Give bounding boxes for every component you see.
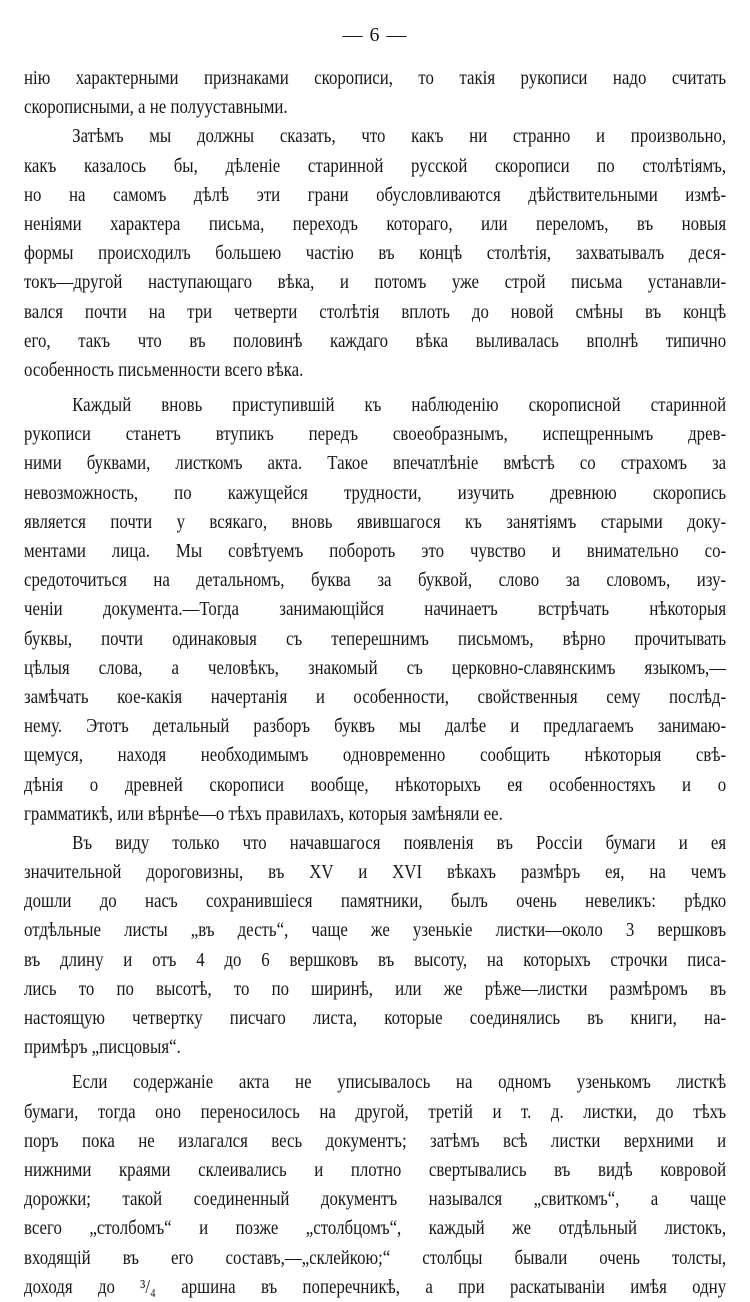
text-line: примѣръ „писцовыя“.	[24, 1037, 181, 1059]
text-line: ними буквами, листкомъ акта. Такое впечатлѣнiе вмѣстѣ со страхомъ за	[24, 453, 727, 475]
text-line: входящiй въ его составъ,—„склейкою;“ столбцы бывали очень толсты,	[24, 1247, 727, 1269]
text-line: бумаги, тогда оно переносилось на другой, третiй и т. д. листки, до тѣхъ	[24, 1101, 727, 1123]
text-line: особенность письменности всего вѣка.	[24, 359, 304, 381]
text-line: средоточиться на детальномъ, буква за буквой, слово за словомъ, изу-	[24, 570, 727, 592]
text-line: лись то по высотѣ, то по ширинѣ, или же рѣже—листки размѣромъ въ	[24, 978, 727, 1000]
page-number: — 6 —	[342, 24, 408, 46]
text-line: дошли до насъ сохранившiеся памятники, былъ очень невеликъ: рѣдко	[24, 891, 727, 913]
text-line: нижними краями склеивались и плотно свертывались въ видѣ ковровой	[24, 1159, 727, 1181]
paragraph-5	[24, 1068, 726, 1302]
text-line: дорожки; такой соединенный документъ назывался „свиткомъ“, а чаще	[24, 1189, 727, 1211]
text-line: Въ виду только что начавшагося появленiя въ Россiи бумаги и ея	[72, 832, 727, 854]
text-line: отдѣльные листы „въ десть“, чаще же узенькiе листки—около 3 вершковъ	[24, 920, 727, 942]
text-line: ченiи документа.—Тогда занимающiйся начинаетъ встрѣчать нѣкоторыя	[24, 599, 727, 621]
text-line: нiю характерными признаками скорописи, то такiя рукописи надо считать	[24, 68, 727, 89]
text-line: значительной дороговизны, въ XV и XVI вѣкахъ размѣръ ея, на чемъ	[24, 862, 727, 884]
text-line: доходя до ³/₄ аршина въ поперечникѣ, а при раскатыванiи имѣя одну	[24, 1276, 727, 1298]
text-line: токъ—другой наступающаго вѣка, и потомъ уже строй письма устанавли-	[24, 272, 727, 294]
text-line: невозможность, по кажущейся трудности, изучить древнюю скоропись	[24, 482, 727, 504]
text-line: цѣлыя слова, а человѣкъ, знакомый съ церковно-славянскимъ языкомъ,—	[24, 657, 727, 679]
text-line: дѣнiя о древней скорописи вообще, нѣкоторыхъ ея особенностяхъ и о	[24, 774, 727, 796]
paragraph-4	[24, 829, 726, 1063]
text-line: но на самомъ дѣлѣ эти грани обусловливаются дѣйствительными измѣ-	[24, 184, 727, 206]
text-line: ненiями характера письма, переходъ котораго, или переломъ, въ новыя	[24, 213, 727, 235]
text-line: ментами лица. Мы совѣтуемъ побороть это чувство и внимательно со-	[24, 541, 727, 562]
paragraph-3	[24, 391, 726, 829]
text-line: рукописи станетъ втупикъ передъ своеобразнымъ, испещреннымъ древ-	[24, 424, 727, 446]
text-line: грамматикѣ, или вѣрнѣе—о тѣхъ правилахъ, которыя замѣняли ее.	[24, 803, 503, 825]
text-line: скорописными, а не полууставными.	[24, 97, 288, 119]
text-line: щемуся, находя необходимымъ одновременно сообщить нѣкоторыя свѣ-	[24, 745, 727, 767]
text-line: буквы, почти одинаковыя съ теперешнимъ письмомъ, вѣрно прочитывать	[24, 628, 727, 650]
body-text	[24, 64, 726, 1302]
text-line: вался почти на три четверти столѣтiя вплоть до новой смѣны въ концѣ	[24, 301, 727, 323]
text-line: настоящую четвертку писчаго листа, которые соединялись въ книги, на-	[24, 1008, 727, 1029]
text-line: всего „столбомъ“ и позже „столбцомъ“, каждый же отдѣльный листокъ,	[24, 1218, 727, 1240]
text-line: формы происходилъ большею частiю въ концѣ столѣтiя, захватывалъ деся-	[24, 243, 727, 265]
text-line: замѣчать кое-какiя начертанiя и особенности, свойственныя сему послѣд-	[24, 686, 727, 708]
text-line: нему. Этотъ детальный разборъ буквъ мы далѣе и предлагаемъ занимаю-	[24, 716, 727, 738]
text-line: въ длину и отъ 4 до 6 вершковъ въ высоту, на которыхъ строчки писа-	[24, 949, 727, 971]
text-line: какъ казалось бы, дѣленiе старинной русской скорописи по столѣтiямъ,	[24, 155, 727, 177]
text-line: Если содержанiе акта не уписывалось на одномъ узенькомъ листкѣ	[72, 1072, 727, 1094]
text-line: Каждый вновь приступившiй къ наблюденiю скорописной старинной	[72, 395, 727, 417]
paragraph-2	[24, 122, 726, 385]
text-line: поръ пока не излагался весь документъ; затѣмъ всѣ листки верхними и	[24, 1130, 727, 1152]
text-line: его, такъ что въ половинѣ каждаго вѣка выливалась вполнѣ типично	[24, 330, 727, 352]
text-line: Затѣмъ мы должны сказать, что какъ ни странно и произвольно,	[72, 126, 727, 148]
text-line: является почти у всякаго, вновь явившагося къ занятiямъ старыми доку-	[24, 511, 727, 533]
paragraph-1	[24, 64, 726, 122]
